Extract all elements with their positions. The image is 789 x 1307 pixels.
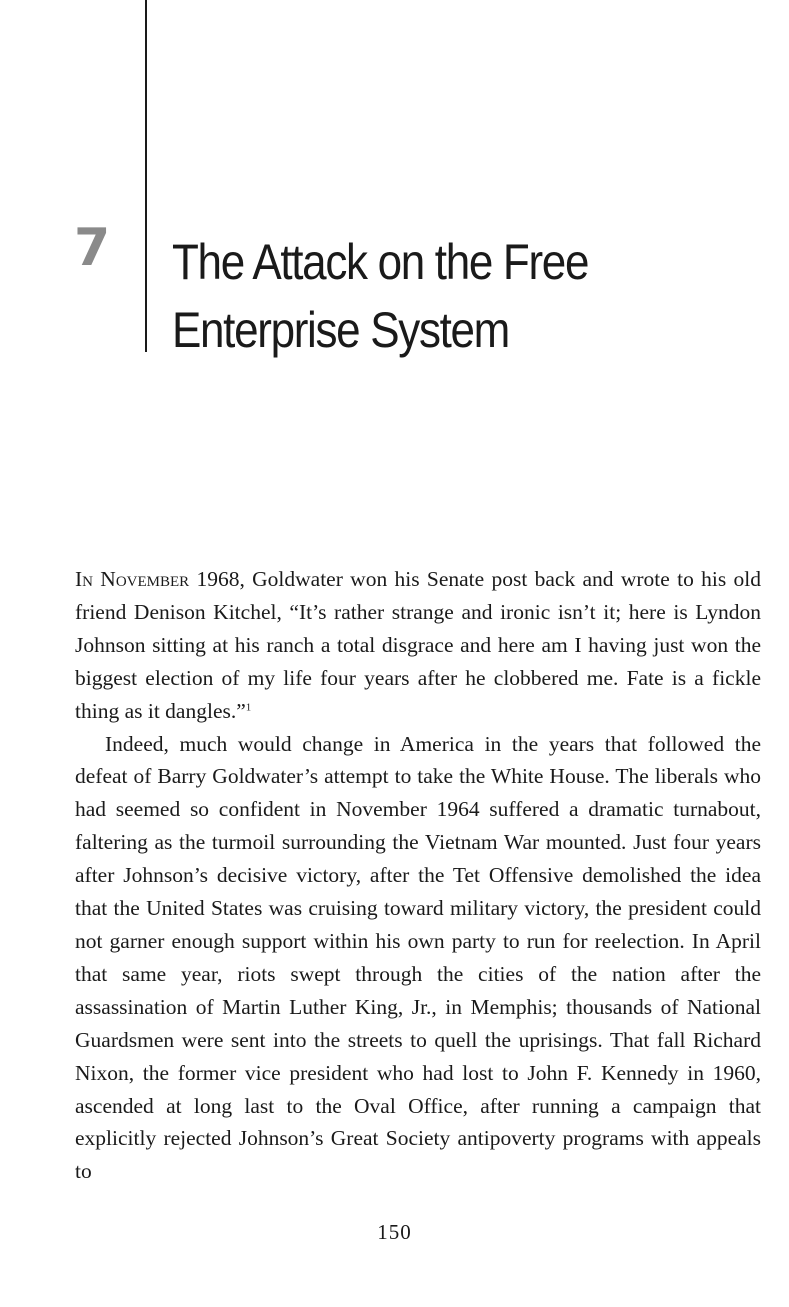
chapter-title-line-1: The Attack on the Free: [172, 234, 589, 290]
page-number: 150: [377, 1220, 412, 1244]
paragraph-2: Indeed, much would change in America in the years that followed the defeat of Barry Goldwater’s attempt to take the White House. The liberals who had seemed so confident in November 1964 suffered a dramatic turnabout, faltering as the turmoil surrounding the Vietnam War mounted. Just four years after Johnson’s decisive victory, after the Tet Offensive demolished the idea that the United States was cruising toward military victory, the president could not garner enough support within his own party to run for reelection. In April that same year, riots swept through the cities of the nation after the assassination of Martin Luther King, Jr., in Memphis; thousands of National Guardsmen were sent into the streets to quell the uprisings. That fall Richard Nixon, the former vice president who had lost to John F. Kennedy in 1960, ascended at long last to the Oval Office, after running a campaign that explicitly rejected Johnson’s Great Society antipoverty programs with appeals to: [75, 731, 761, 1184]
footnote-marker: 1: [245, 700, 252, 713]
paragraph-1: [75, 563, 761, 728]
paragraph-lead-in: In November: [75, 567, 190, 591]
chapter-title-line-2: Enterprise System: [172, 302, 510, 358]
chapter-number: 7: [74, 218, 111, 278]
chapter-title: [172, 228, 700, 364]
paragraph-1-text: 1968, Goldwater won his Senate post back and wrote to his old friend Denison Kitchel, “It’s rather strange and ironic isn’t it; here is Lyndon Johnson sitting at his ranch a total disgrace and here am I having just won the biggest election of my life four years after he clobbered me. Fate is a fickle thing as it dangles.”: [75, 567, 761, 723]
body-text: [75, 563, 761, 1188]
chapter-divider-rule: [145, 0, 147, 352]
